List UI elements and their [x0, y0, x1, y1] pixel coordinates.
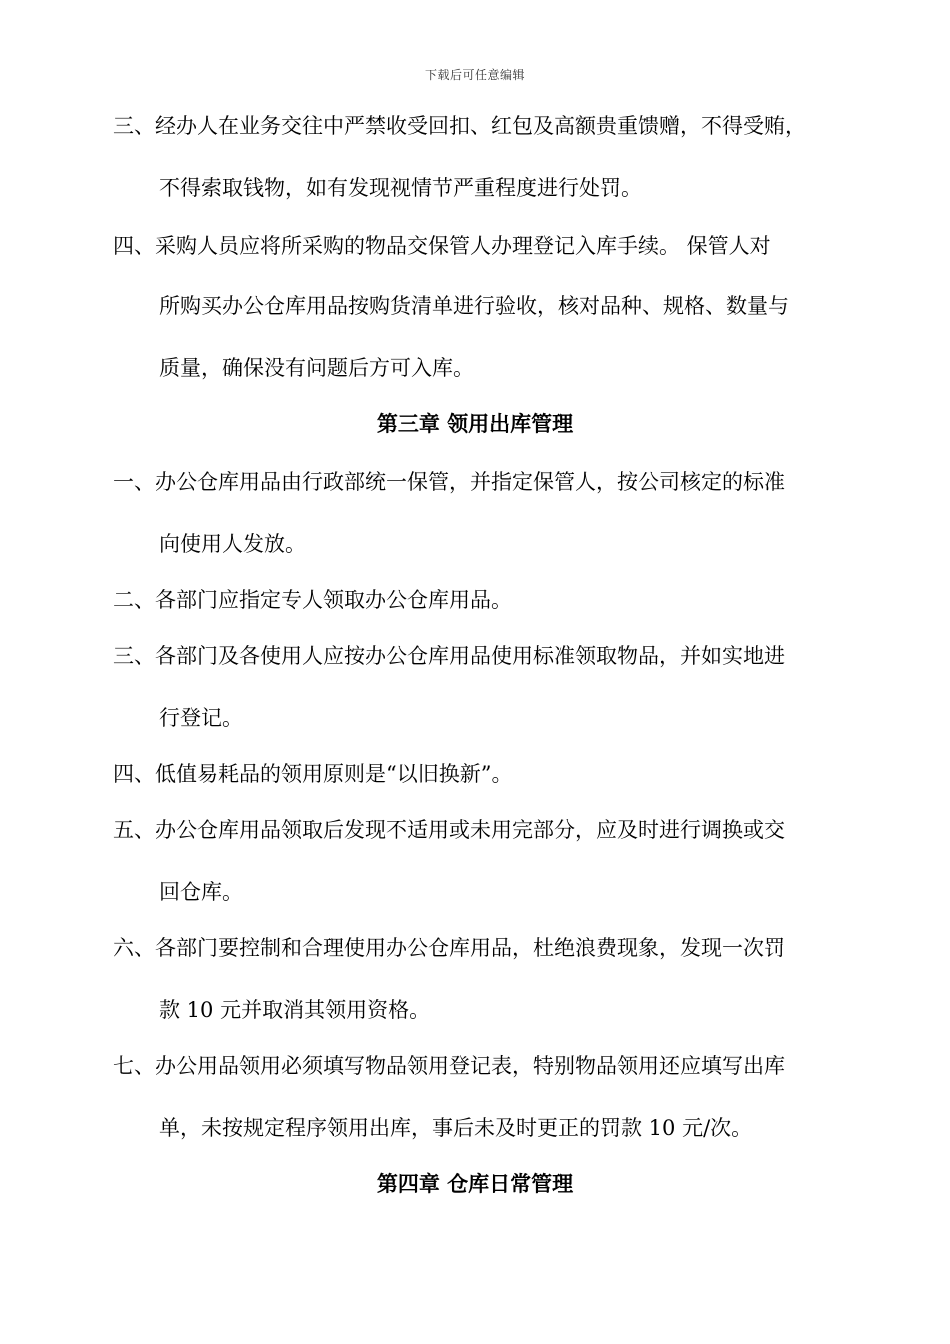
paragraph-line: 三、各部门及各使用人应按办公仓库用品使用标准领取物品，并如实地进: [113, 644, 785, 668]
paragraph-line: 五、办公仓库用品领取后发现不适用或未用完部分，应及时进行调换或交: [113, 818, 785, 842]
chapter-heading: 第三章 领用出库管理: [376, 411, 574, 436]
paragraph-line: 二、各部门应指定专人领取办公仓库用品。: [113, 588, 512, 612]
paragraph-line: 不得索取钱物，如有发现视情节严重程度进行处罚。: [159, 176, 642, 200]
paragraph-line: 一、办公仓库用品由行政部统一保管，并指定保管人，按公司核定的标准: [113, 470, 785, 494]
paragraph-line: 行登记。: [159, 706, 243, 730]
paragraph-line: 三、经办人在业务交往中严禁收受回扣、红包及高额贵重馈赠，不得受贿，: [113, 114, 806, 138]
paragraph-line: 单，未按规定程序领用出库，事后未及时更正的罚款 10 元/次。: [159, 1116, 753, 1140]
page-header-watermark: 下载后可任意编辑: [424, 68, 525, 82]
chapter-heading: 第四章 仓库日常管理: [376, 1171, 574, 1196]
paragraph-line: 六、各部门要控制和合理使用办公仓库用品，杜绝浪费现象，发现一次罚: [113, 936, 785, 960]
paragraph-line: 向使用人发放。: [159, 532, 306, 556]
paragraph-line: 质量，确保没有问题后方可入库。: [159, 356, 474, 380]
paragraph-line: 回仓库。: [159, 880, 243, 904]
paragraph-line: 四、采购人员应将所采购的物品交保管人办理登记入库手续。 保管人对: [113, 234, 771, 258]
paragraph-line: 七、办公用品领用必须填写物品领用登记表，特别物品领用还应填写出库: [113, 1054, 785, 1078]
paragraph-line: 款 10 元并取消其领用资格。: [159, 998, 431, 1022]
paragraph-line: 所购买办公仓库用品按购货清单进行验收，核对品种、规格、数量与: [159, 294, 789, 318]
paragraph-line: 四、低值易耗品的领用原则是“以旧换新”。: [113, 762, 513, 786]
